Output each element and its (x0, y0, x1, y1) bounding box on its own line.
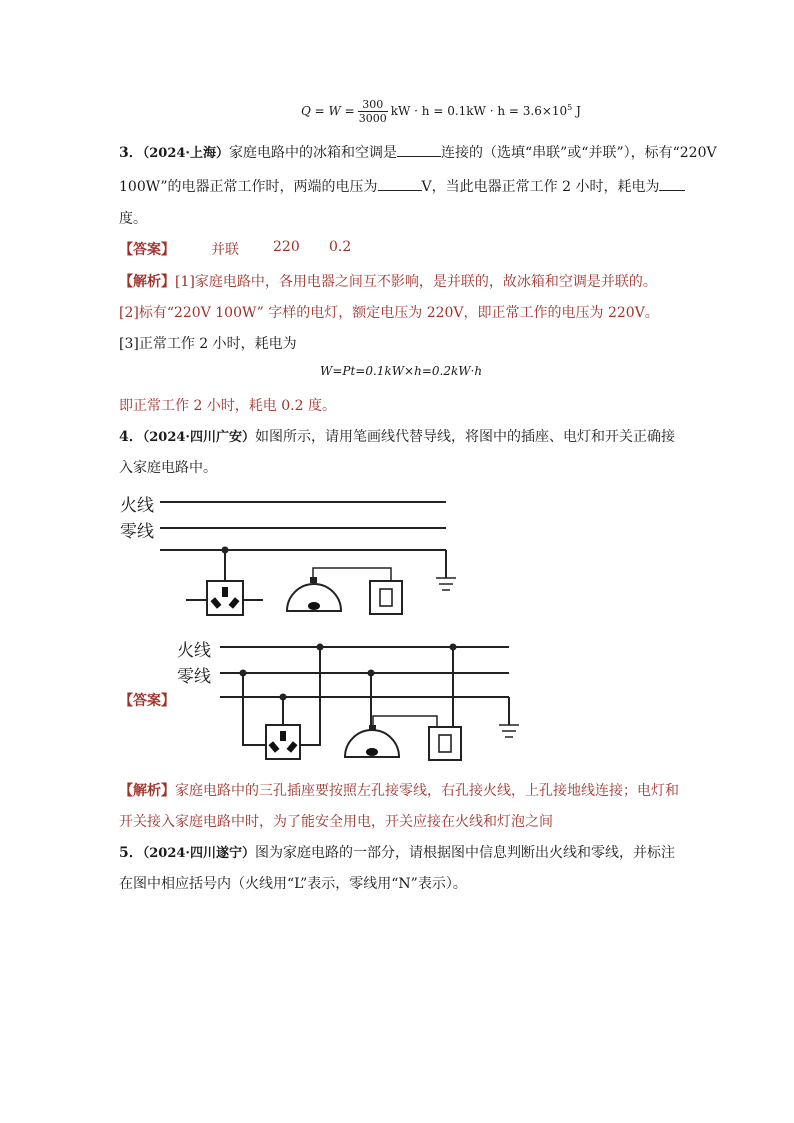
q4-number: 4． (119, 429, 143, 445)
q4-text-1: 如图所示，请用笔画线代替导线，将图中的插座、电灯和开关正确接 (254, 429, 675, 445)
q4-analysis-1 (119, 780, 679, 800)
q3-text-3: 100W”的电器正常工作时，两端的电压为 (119, 179, 378, 195)
fraction-numerator: 300 (358, 98, 388, 112)
q3-number: 3． (119, 145, 143, 161)
q4-source: （2024·四川广安） (142, 430, 255, 445)
q5-source: （2024·四川遂宁） (142, 846, 255, 861)
ans-switch-icon (429, 727, 461, 760)
q4-ans-label-live: 火线 (177, 641, 211, 661)
q4-analysis-text-1: 家庭电路中的三孔插座要按照左孔接零线，右孔接火线，上孔接地线连接；电灯和 (175, 783, 679, 799)
q3-answer-3: 0.2 (329, 239, 352, 255)
q5-line2: 在图中相应括号内（火线用“L”表示，零线用“N”表示）。 (119, 876, 467, 892)
q5-text-1: 图为家庭电路的一部分，请根据图中信息判断出火线和零线，并标注 (254, 845, 675, 861)
fraction-denominator: 3000 (358, 112, 387, 125)
q4-analysis-label: 【解析】 (119, 783, 175, 799)
ans-lamp-switch-wire (373, 716, 437, 728)
q3-text-4: V，当此电器正常工作 2 小时，耗电为 (421, 179, 660, 195)
q4-analysis-2: 开关接入家庭电路中时，为了能安全用电，开关应接在火线和灯泡之间 (119, 814, 553, 830)
ans-socket-neutral-lead (243, 673, 266, 745)
q3-analysis-2: [2]标有“220V 100W” 字样的电灯，额定电压为 220V，即正常工作的电压为 220V。 (119, 305, 659, 321)
q3-text-5: 度。 (119, 211, 147, 227)
q5-number: 5． (119, 845, 143, 861)
q3-answer-2: 220 (273, 239, 300, 255)
q3-text-1: 家庭电路中的冰箱和空调是 (228, 145, 397, 161)
ans-socket-icon (266, 725, 300, 759)
ans-lamp-icon (345, 725, 399, 757)
q3-analysis-label: 【解析】 (119, 274, 175, 290)
q4-label-neutral: 零线 (120, 522, 154, 542)
q4-line2: 入家庭电路中。 (119, 460, 217, 476)
formula-exponent: 5 (567, 103, 573, 112)
formula-unit: J (576, 104, 581, 118)
q3-analysis-4: 即正常工作 2 小时，耗电 0.2 度。 (119, 398, 336, 414)
q4-ans-label-neutral: 零线 (177, 667, 211, 687)
q3-analysis-3: [3]正常工作 2 小时，耗电为 (119, 336, 297, 352)
q3-source: （2024·上海） (142, 146, 229, 161)
q3-answer-1: 并联 (211, 242, 239, 258)
q3-text-2: 连接的（选填“串联”或“并联”），标有“220V (440, 145, 717, 161)
q4-label-live: 火线 (120, 496, 154, 516)
q4-answer-label: 【答案】 (119, 693, 175, 709)
q5-line1 (119, 842, 675, 862)
formula-rhs: kW · h = 0.1kW · h = 3.6×10 (390, 104, 568, 118)
q3-formula-text: W=Pt=0.1kW×h=0.2kW·h (320, 364, 483, 378)
q3-answer-label: 【答案】 (119, 242, 175, 258)
q3-analysis-text-1: [1]家庭电路中，各用电器之间互不影响，是并联的，故冰箱和空调是并联的。 (175, 274, 657, 290)
formula-lhs: Q = W = (301, 104, 355, 118)
